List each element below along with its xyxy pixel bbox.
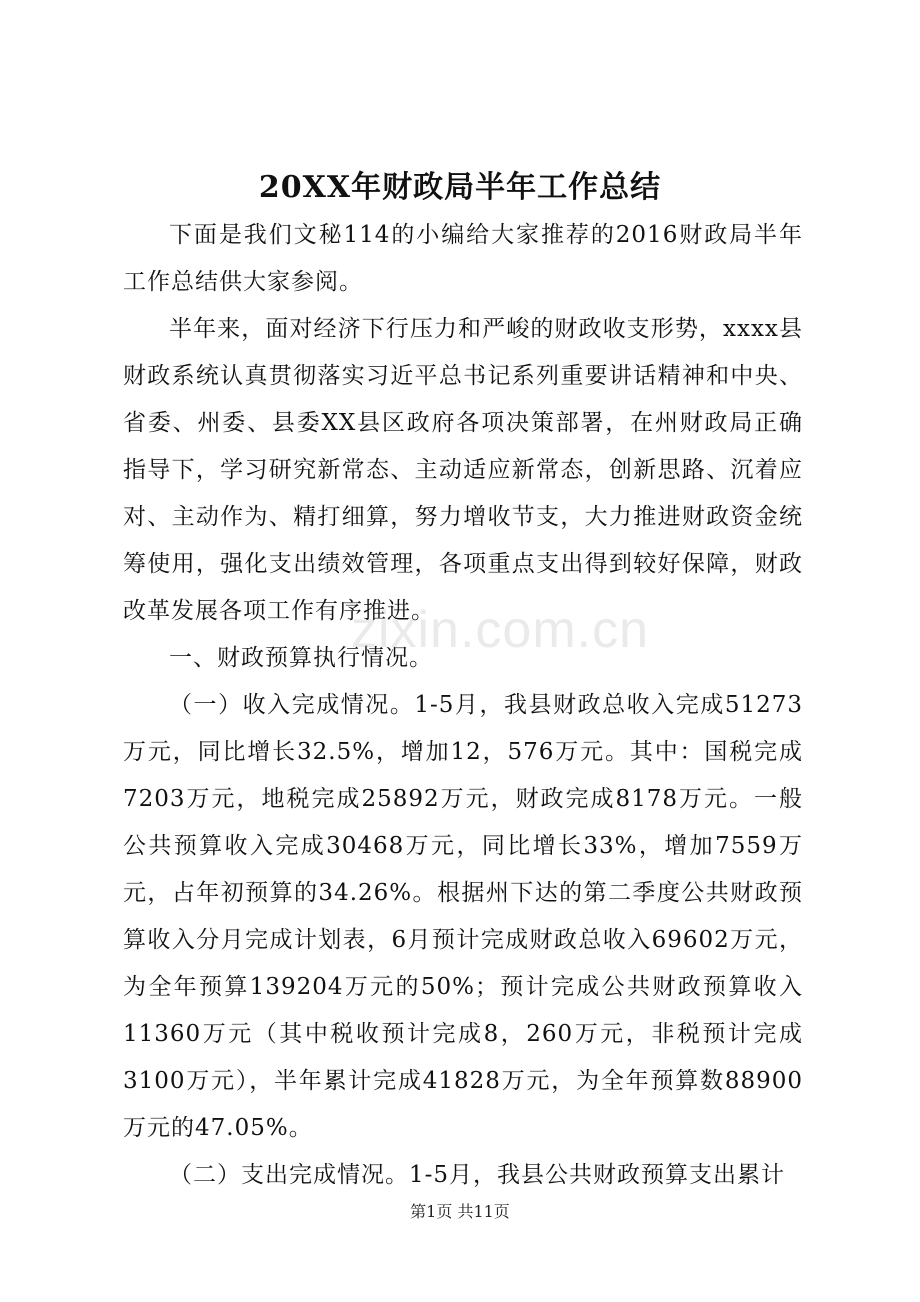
document-title: 20XX年财政局半年工作总结 [258, 170, 662, 205]
paragraph-revenue: （一）收入完成情况。1-5月，我县财政总收入完成51273万元，同比增长32.5%，增加12，576万元。其中：国税完成7203万元，地税完成25892万元，财政完成8178万元。一般公共预算收入完成30468万元，同比增长33%，增加7559万元，占年初预算的34.26%。根据州下达的第二季度公共财政预算收入分月完成计划表，6月预计完成财政总收入69602万元，为全年预算139204万元的50%；预计完成公共财政预算收入11360万元（其中税收预计完成8，260万元，非税预计完成3100万元），半年累计完成41828万元，为全年预算数88900万元的47.05%。 [123, 692, 803, 1141]
document-body [123, 212, 803, 1199]
section-heading-budget-execution: 一、财政预算执行情况。 [169, 645, 433, 671]
paragraph-summary: 半年来，面对经济下行压力和严峻的财政收支形势，xxxx县财政系统认真贯彻落实习近平总书记系列重要讲话精神和中央、省委、州委、县委XX县区政府各项决策部署，在州财政局正确指导下，学习研究新常态、主动适应新常态，创新思路、沉着应对、主动作为、精打细算，努力增收节支，大力推进财政资金统筹使用，强化支出绩效管理，各项重点支出得到较好保障，财政改革发展各项工作有序推进。 [123, 316, 803, 624]
paragraph-intro: 下面是我们文秘114的小编给大家推荐的2016财政局半年工作总结供大家参阅。 [123, 222, 803, 295]
watermark: zixin.com.cn [350, 601, 650, 659]
page-footer: 第1页 共11页 [410, 1202, 510, 1221]
paragraph-expenditure: （二）支出完成情况。1-5月，我县公共财政预算支出累计 [169, 1162, 786, 1188]
